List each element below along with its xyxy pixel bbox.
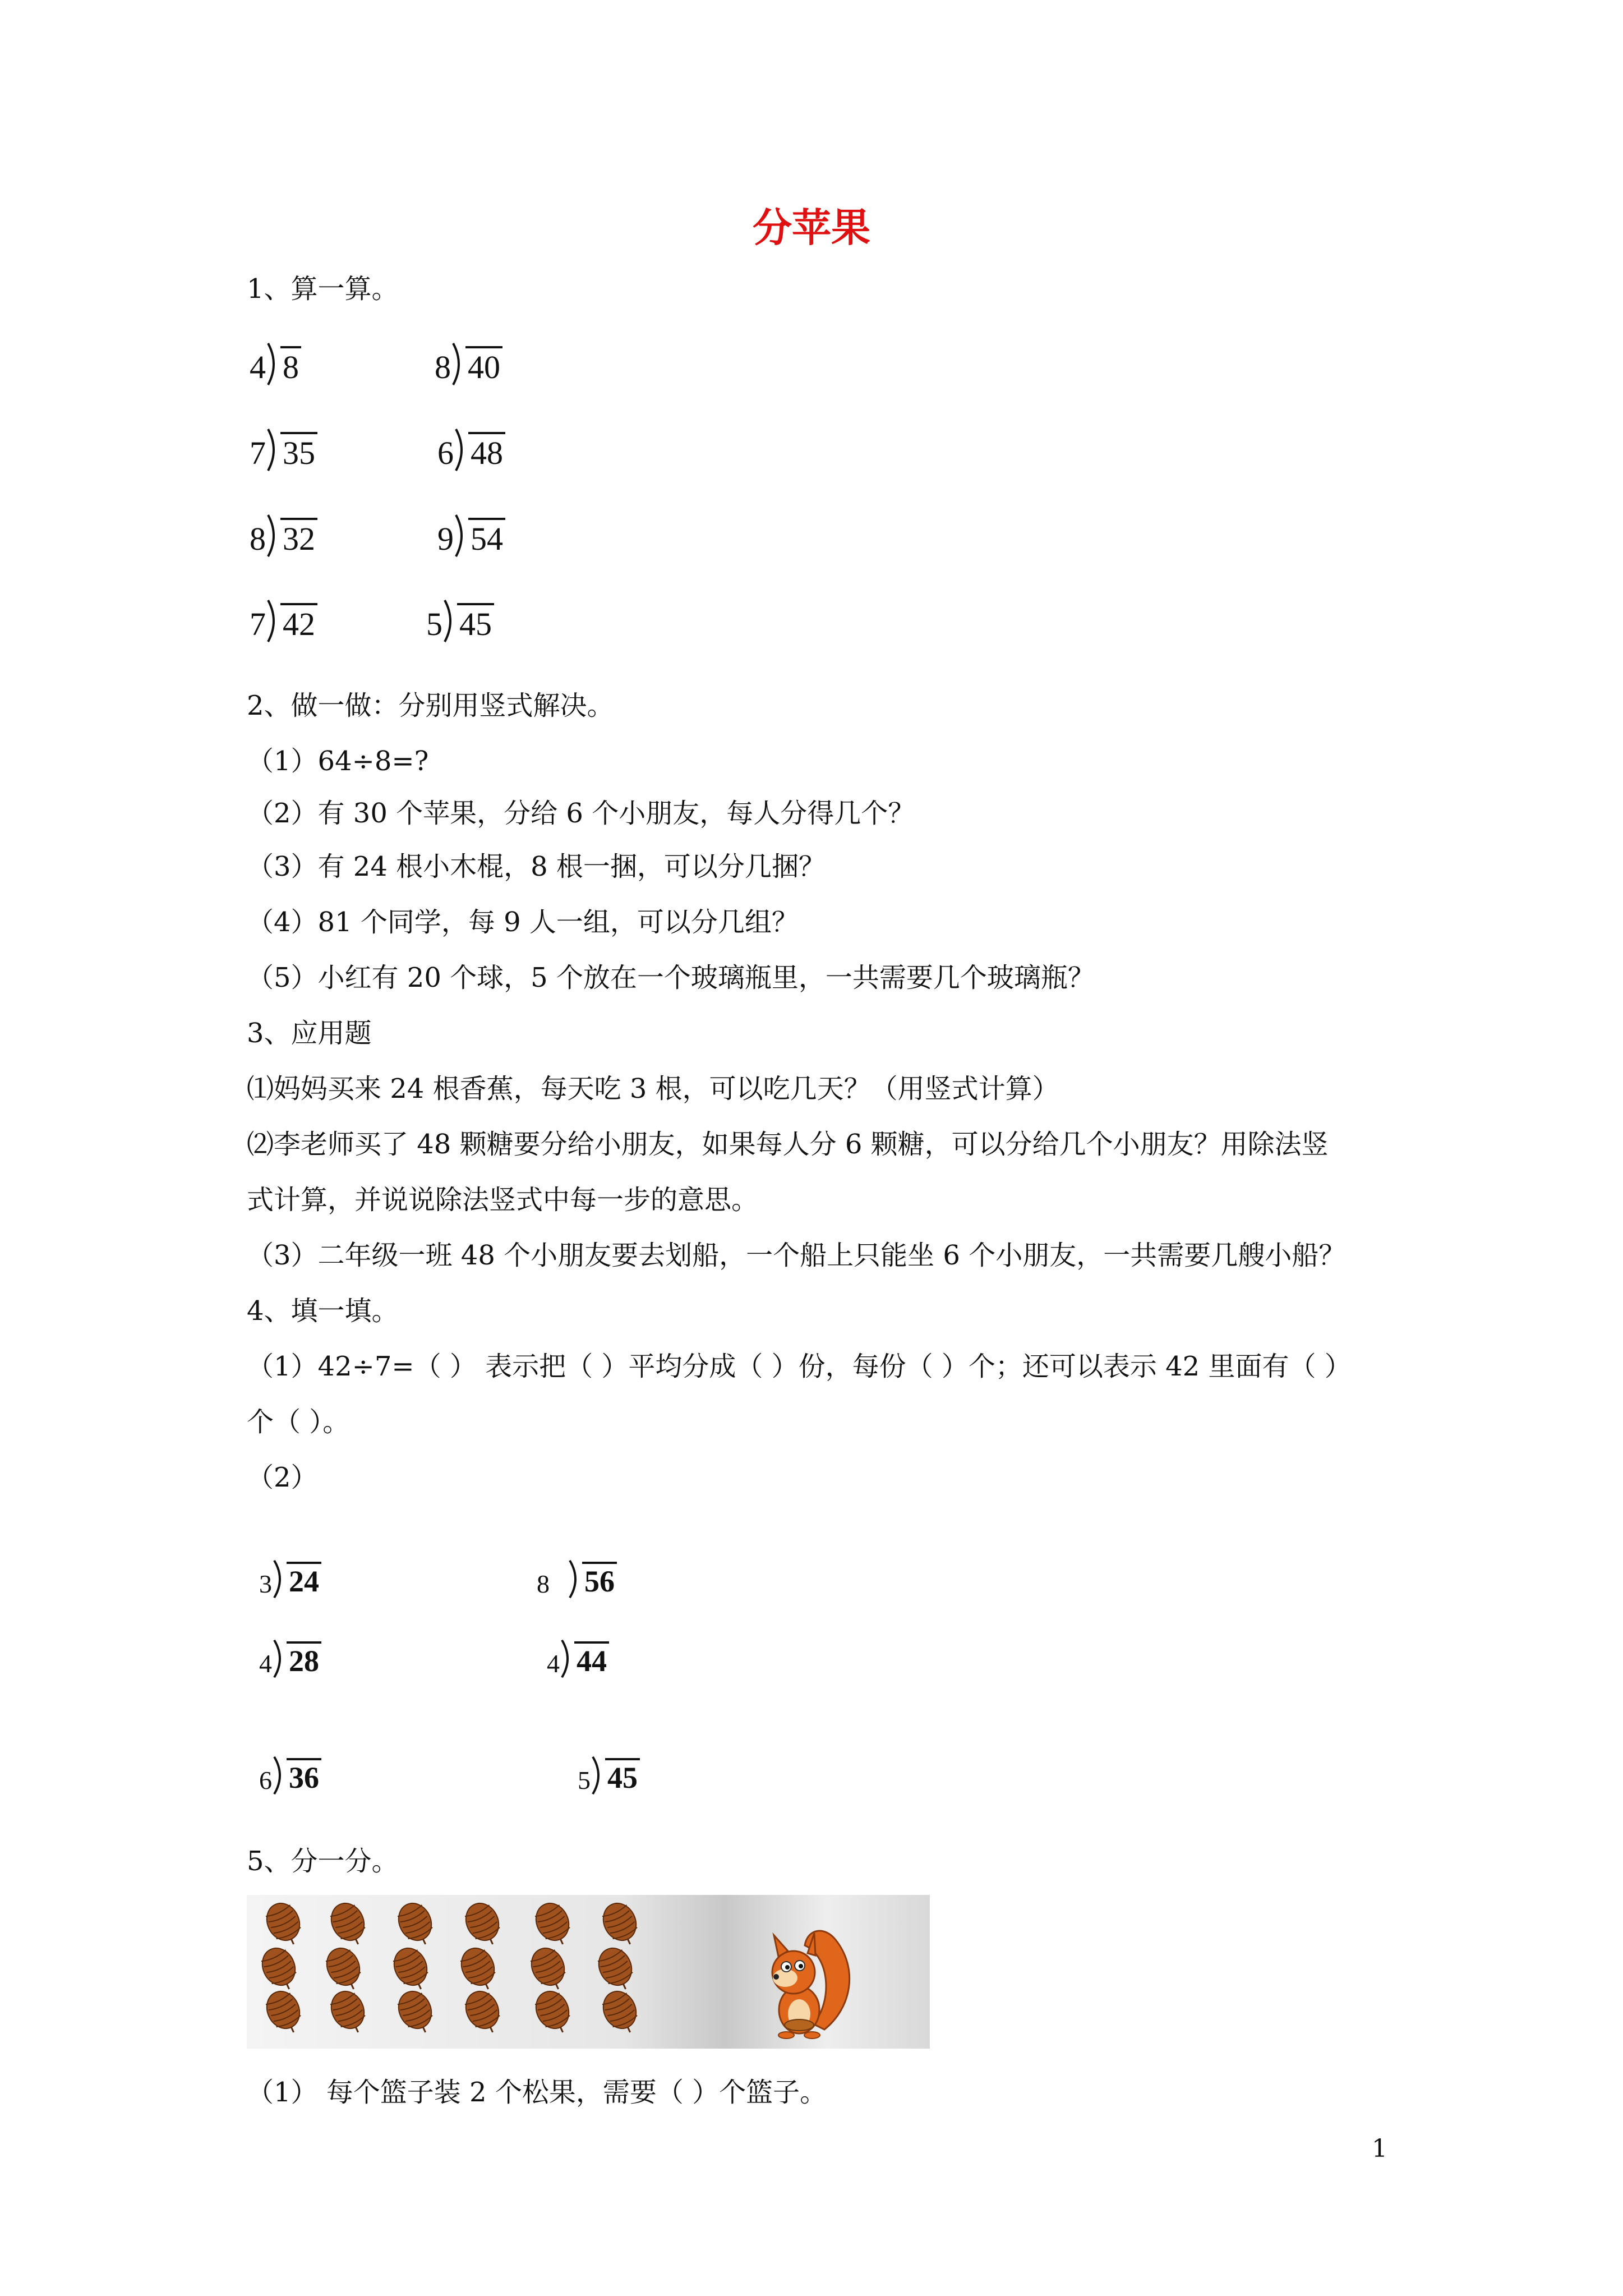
dividend: 45 (457, 603, 494, 643)
division-bracket-icon (266, 514, 280, 558)
q5-heading: 5、分一分。 (247, 1846, 399, 1877)
dividend: 56 (582, 1562, 617, 1599)
q3-item-2-line-1: ⑵李老师买了 48 颗糖要分给小朋友，如果每人分 6 颗糖，可以分给几个小朋友？用除法竖 (247, 1129, 1329, 1160)
division-bracket-icon (266, 428, 280, 472)
q4-heading: 4、填一填。 (247, 1295, 399, 1327)
division-bracket-icon (266, 599, 280, 643)
divisor: 6 (437, 435, 454, 471)
dividend: 45 (605, 1758, 640, 1795)
dividend: 8 (280, 346, 301, 386)
dividend: 44 (574, 1641, 609, 1678)
q1-division-2 (435, 342, 502, 386)
q4-division-5 (259, 1756, 321, 1795)
q1-division-5 (250, 514, 317, 558)
q1-division-3 (250, 428, 317, 472)
q4-item-1-line-2: 个（ ）。 (247, 1406, 350, 1438)
dividend: 54 (468, 518, 505, 558)
q2-heading: 2、做一做：分别用竖式解决。 (247, 690, 614, 721)
divisor: 8 (250, 521, 266, 557)
q1-division-6 (437, 514, 505, 558)
division-bracket-icon (272, 1639, 287, 1678)
q2-item-3: （3）有 24 根小木棍，8 根一捆，可以分几捆？ (247, 851, 826, 882)
q1-division-8 (426, 599, 494, 643)
dividend: 40 (465, 346, 502, 386)
page-title: 分苹果 (753, 204, 870, 251)
divisor: 7 (250, 606, 266, 642)
division-bracket-icon (451, 342, 465, 386)
divisor: 4 (547, 1649, 560, 1678)
q3-heading: 3、应用题 (247, 1018, 372, 1049)
dividend: 24 (287, 1562, 321, 1599)
dividend: 36 (287, 1758, 321, 1795)
pinecone-squirrel-picture (247, 1895, 930, 2049)
q2-item-2: （2）有 30 个苹果，分给 6 个小朋友，每人分得几个？ (247, 798, 915, 829)
q1-heading: 1、算一算。 (247, 273, 399, 305)
division-bracket-icon (591, 1756, 605, 1795)
q4-division-6 (578, 1756, 640, 1795)
pinecone-squirrel-illustration (247, 1895, 930, 2049)
divisor: 7 (250, 435, 266, 471)
divisor: 5 (426, 606, 442, 642)
dividend: 42 (280, 603, 317, 643)
q2-item-4: （4）81 个同学，每 9 人一组，可以分几组？ (247, 907, 799, 938)
divisor: 8 (435, 349, 451, 385)
division-bracket-icon (568, 1559, 582, 1599)
q4-item-1-line-1: （1）42÷7=（ ） 表示把（ ）平均分成（ ）份，每份（ ）个；还可以表示 42 里面有（ ） (247, 1351, 1352, 1382)
division-bracket-icon (454, 514, 468, 558)
q1-division-7 (250, 599, 317, 643)
q3-item-2-line-2: 式计算，并说说除法竖式中每一步的意思。 (247, 1184, 759, 1216)
dividend: 32 (280, 518, 317, 558)
divisor: 3 (259, 1570, 272, 1598)
q5-item-1: （1） 每个篮子装 2 个松果，需要（ ）个篮子。 (247, 2077, 827, 2108)
divisor: 4 (259, 1649, 272, 1678)
divisor: 4 (250, 349, 266, 385)
division-bracket-icon (442, 599, 457, 643)
q4-item-2-label: （2） (247, 1462, 318, 1493)
dividend: 35 (280, 432, 317, 472)
q4-division-3 (259, 1639, 321, 1678)
q2-item-1: （1）64÷8=? (247, 746, 429, 777)
division-bracket-icon (560, 1639, 574, 1678)
division-bracket-icon (266, 342, 280, 386)
q4-division-2 (537, 1559, 617, 1599)
division-bracket-icon (272, 1559, 287, 1599)
division-bracket-icon (272, 1756, 287, 1795)
division-bracket-icon (454, 428, 468, 472)
page-number: 1 (1372, 2134, 1387, 2163)
q4-division-1 (259, 1559, 321, 1599)
q1-division-1 (250, 342, 301, 386)
q2-item-5: （5）小红有 20 个球，5 个放在一个玻璃瓶里，一共需要几个玻璃瓶？ (247, 962, 1095, 993)
dividend: 48 (468, 432, 505, 472)
q4-division-4 (547, 1639, 609, 1678)
divisor: 8 (537, 1570, 550, 1598)
q3-item-1: ⑴妈妈买来 24 根香蕉，每天吃 3 根，可以吃几天？（用竖式计算） (247, 1073, 1059, 1105)
q1-division-4 (437, 428, 505, 472)
divisor: 5 (578, 1766, 591, 1795)
dividend: 28 (287, 1641, 321, 1678)
q3-item-3: （3）二年级一班 48 个小朋友要去划船，一个船上只能坐 6 个小朋友，一共需要几艘小船？ (247, 1240, 1346, 1271)
divisor: 6 (259, 1766, 272, 1795)
divisor: 9 (437, 521, 454, 557)
